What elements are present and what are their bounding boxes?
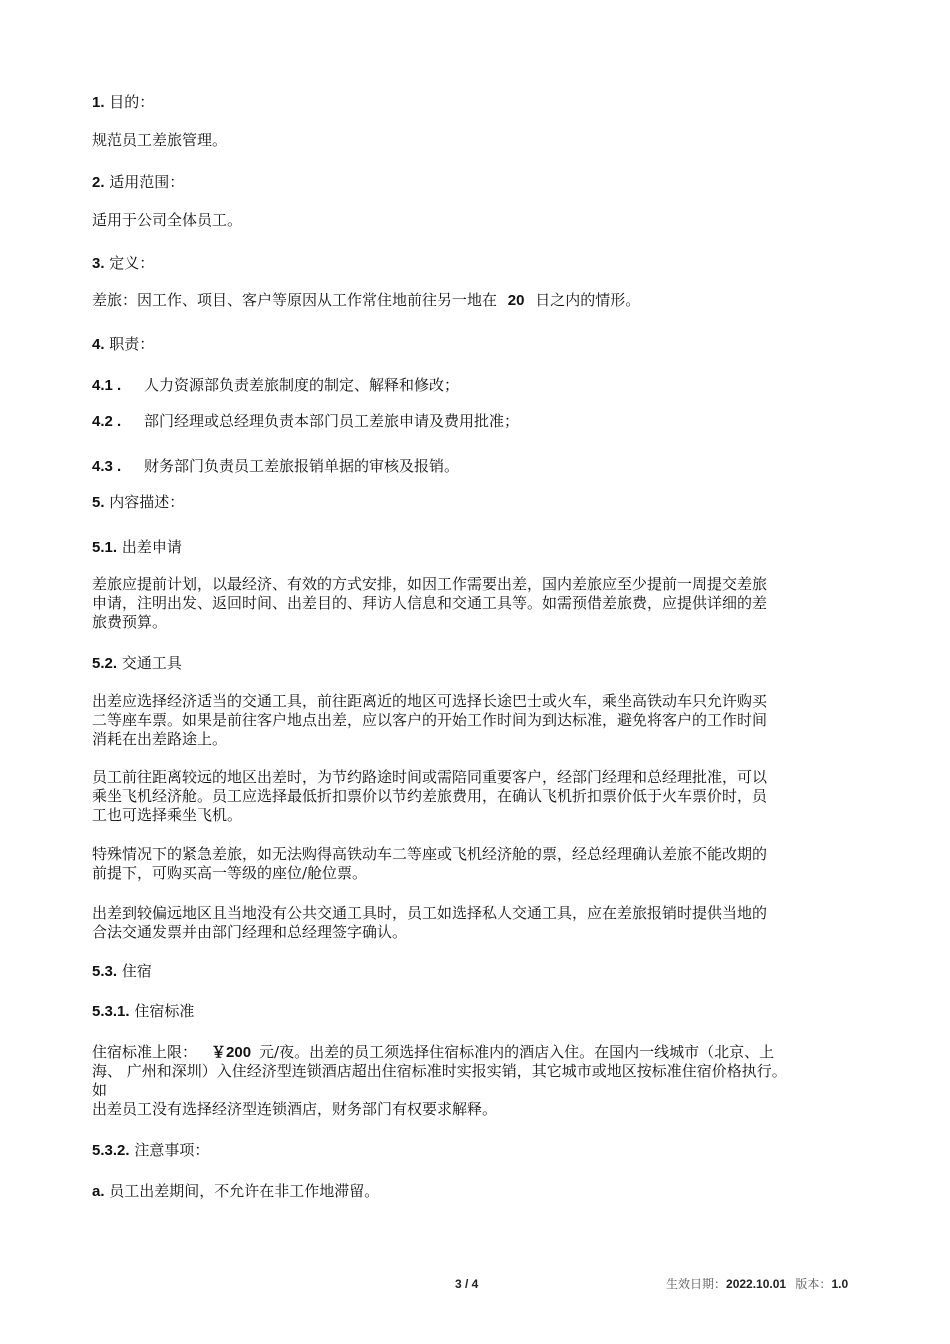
heading-notes: 5.3.2. 注意事项： [92,1141,210,1159]
purpose-body: 规范员工差旅管理。 [92,131,228,149]
transportation-paragraph: 出差到较偏远地区且当地没有公共交通工具时，员工如选择私人交通工具，应在差旅报销时提供当地的 合法交通发票并由部门经理和总经理签字确认。 [92,904,768,941]
page-number: 3 / 4 [455,1277,479,1291]
heading-accommodation: 5.3. 住宿 [92,962,152,980]
transportation-paragraph: 出差应选择经济适当的交通工具，前往距离近的地区可选择长途巴士或火车，乘坐高铁动车只允许购买 二等座车票。如果是前往客户地点出差，应以客户的开始工作时间为到达标准，避免将客户的工作时间 消耗在出差路途上。 [92,692,768,748]
accommodation-standard-body: 住宿标准上限： ￥200 元/夜。出差的员工须选择住宿标准内的酒店入住。在国内一线城市（北京、上 海、 广州和深圳）入住经济型连锁酒店超出住宿标准时实报实销，其它城市或地区按标准住宿价格执行。 如 出差员工没有选择经济型连锁酒店，财务部门有权要求解释。 [92,1043,787,1118]
definition-body: 差旅：因工作、项目、客户等原因从工作常住地前往另一地在 20 日之内的情形。 [92,291,641,309]
heading-purpose: 1. 目的： [92,93,155,111]
responsibility-item: 4.2 . 部门经理或总经理负责本部门员工差旅申请及费用批准； [92,412,519,430]
heading-travel-application: 5.1. 出差申请 [92,538,182,556]
responsibility-item: 4.3 . 财务部门负责员工差旅报销单据的审核及报销。 [92,457,459,475]
heading-accommodation-standard: 5.3.1. 住宿标准 [92,1002,195,1020]
note-item: a. 员工出差期间，不允许在非工作地滞留。 [92,1182,380,1200]
responsibility-item: 4.1 . 人力资源部负责差旅制度的制定、解释和修改； [92,376,459,394]
travel-application-body: 差旅应提前计划，以最经济、有效的方式安排，如因工作需要出差，国内差旅应至少提前一周提交差旅 申请，注明出发、返回时间、出差目的、拜访人信息和交通工具等。如需预借差旅费，应提供详细的差 旅费预算。 [92,575,768,631]
scope-body: 适用于公司全体员工。 [92,211,243,229]
transportation-paragraph: 员工前往距离较远的地区出差时，为节约路途时间或需陪同重要客户，经部门经理和总经理批准，可以 乘坐飞机经济舱。员工应选择最低折扣票价以节约差旅费用，在确认飞机折扣票价低于火车票价时，员 工也可选择乘坐飞机。 [92,768,768,824]
heading-scope: 2. 适用范围： [92,173,185,191]
heading-responsibilities: 4. 职责： [92,335,155,353]
heading-definition: 3. 定义： [92,254,155,272]
heading-transportation: 5.2. 交通工具 [92,654,182,672]
heading-content: 5. 内容描述： [92,493,185,511]
footer-meta: 生效日期：2022.10.01 版本：1.0 [666,1277,849,1291]
transportation-paragraph: 特殊情况下的紧急差旅，如无法购得高铁动车二等座或飞机经济舱的票，经总经理确认差旅不能改期的 前提下，可购买高一等级的座位/舱位票。 [92,845,768,882]
